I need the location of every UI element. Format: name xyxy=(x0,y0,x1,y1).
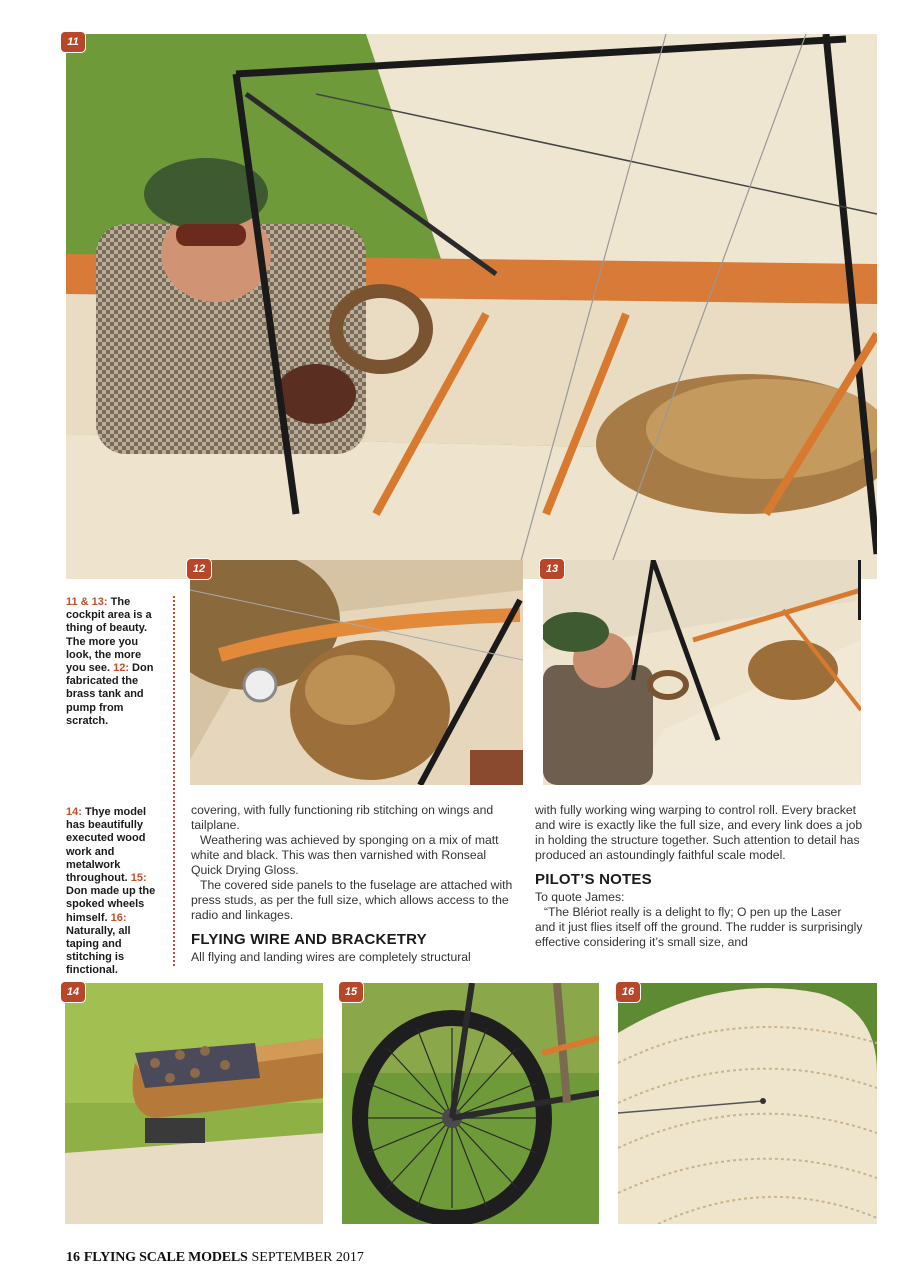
cockpit-illustration xyxy=(66,34,877,579)
caption-divider xyxy=(173,596,175,966)
caption-ref: 11 & 13: xyxy=(66,596,108,608)
spoked-wheel-illustration xyxy=(342,983,599,1224)
caption-text: Thye model has beautifully executed wood work and metalwork throughout. xyxy=(66,806,147,885)
paragraph: To quote James: xyxy=(535,890,625,904)
pilot-cockpit-illustration xyxy=(543,560,861,785)
page-number: 16 xyxy=(66,1250,80,1265)
photo-number-badge: 13 xyxy=(539,558,565,580)
photo-cockpit-main xyxy=(66,34,877,579)
paragraph: covering, with fully functioning rib stitching on wings and tailplane. xyxy=(191,803,494,832)
magazine-title: FLYING SCALE MODELS xyxy=(83,1250,248,1265)
photo-number-badge: 14 xyxy=(60,981,86,1003)
photo-number-badge: 11 xyxy=(60,31,86,53)
issue-date: SEPTEMBER 2017 xyxy=(251,1250,364,1265)
paragraph: “The Blériot really is a delight to fly; O pen up the Laser and it just flies itself off the ground. The rudder is surprisingly effective considering it’s small size, and xyxy=(535,905,863,949)
caption-ref: 12: xyxy=(113,662,129,675)
photo-brass-tank xyxy=(190,560,523,785)
photo-wing-stitching xyxy=(618,983,877,1224)
paragraph: Weathering was achieved by sponging on a mix of matt white and black. This was then varnished with Ronseal Quick Drying Gloss. xyxy=(191,833,499,877)
paragraph: All flying and landing wires are completely structural xyxy=(191,950,471,964)
caption-text: Naturally, all taping and stitching is finctional. xyxy=(66,924,131,977)
caption-text: Don made up the spoked wheels himself. xyxy=(66,885,156,924)
wing-stitching-illustration xyxy=(618,983,877,1224)
caption-text: The cockpit area is a thing of beauty. The more you look, the more you see. xyxy=(66,596,152,675)
paragraph: The covered side panels to the fuselage are attached with press studs, as per the full size, which allows access to the radio and linkages. xyxy=(191,878,513,922)
paragraph: with fully working wing warping to control roll. Every bracket and wire is exactly like the full size, and every link does a job in holding the structure together. Such attention to detail has produced an astoundingly faithful scale model. xyxy=(535,803,863,862)
section-heading: PILOT’S NOTES xyxy=(535,871,652,888)
photo-pilot-cockpit xyxy=(543,560,861,785)
caption-ref: 16: xyxy=(110,911,127,924)
article-column-2 xyxy=(535,803,865,950)
photo-number-badge: 15 xyxy=(338,981,364,1003)
brass-tank-illustration xyxy=(190,560,523,785)
photo-spoked-wheel xyxy=(342,983,599,1224)
article-column-1 xyxy=(191,803,513,965)
photo-number-badge: 12 xyxy=(186,558,212,580)
caption-ref: 15: xyxy=(130,872,147,885)
caption-photos-14-15-16 xyxy=(66,806,162,978)
wood-bracket-illustration xyxy=(65,983,323,1224)
caption-text: Don fabricated the brass tank and pump from scratch. xyxy=(66,662,154,727)
section-heading: FLYING WIRE AND BRACKETRY xyxy=(191,931,427,948)
caption-ref: 14: xyxy=(66,806,82,818)
photo-wood-bracket xyxy=(65,983,323,1224)
caption-photos-11-12-13 xyxy=(66,596,162,728)
page-footer xyxy=(66,1248,364,1266)
photo-number-badge: 16 xyxy=(615,981,641,1003)
